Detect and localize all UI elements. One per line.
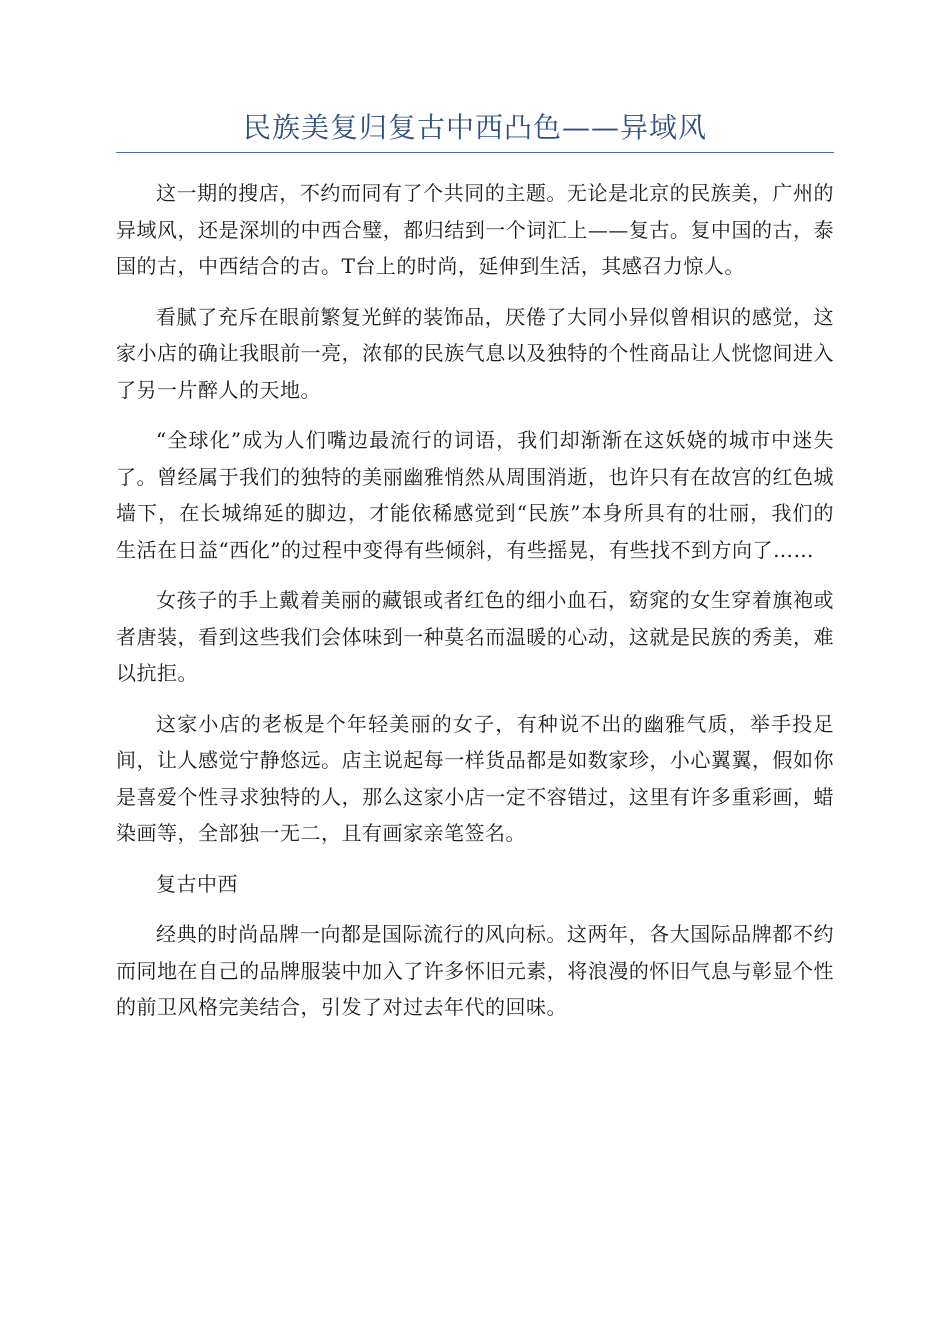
- paragraph-2: 看腻了充斥在眼前繁复光鲜的装饰品，厌倦了大同小异似曾相识的感觉，这家小店的确让我眼前一亮，浓郁的民族气息以及独特的个性商品让人恍惚间进入了另一片醉人的天地。: [116, 304, 834, 402]
- document-page: [116, 108, 834, 1040]
- paragraph-3: “全球化”成为人们嘴边最流行的词语，我们却渐渐在这妖娆的城市中迷失了。曾经属于我们的独特的美丽幽雅悄然从周围消逝，也许只有在故宫的红色城墙下，在长城绵延的脚边，才能依稀感觉到“民族”本身所具有的壮丽，我们的生活在日益“西化”的过程中变得有些倾斜，有些摇晃，有些找不到方向了……: [116, 428, 834, 562]
- paragraph-4: 女孩子的手上戴着美丽的藏银或者红色的细小血石，窈窕的女生穿着旗袍或者唐装，看到这些我们会体味到一种莫名而温暖的心动，这就是民族的秀美，难以抗拒。: [116, 588, 834, 685]
- paragraph-5: 这家小店的老板是个年轻美丽的女子，有种说不出的幽雅气质，举手投足间，让人感觉宁静悠远。店主说起每一样货品都是如数家珍，小心翼翼，假如你是喜爱个性寻求独特的人，那么这家小店一定不容错过，这里有许多重彩画，蜡染画等，全部独一无二，且有画家亲笔签名。: [116, 711, 834, 845]
- paragraph-6: 经典的时尚品牌一向都是国际流行的风向标。这两年，各大国际品牌都不约而同地在自己的品牌服装中加入了许多怀旧元素，将浪漫的怀旧气息与彰显个性的前卫风格完美结合，引发了对过去年代的回味。: [116, 922, 834, 1019]
- paragraph-1: 这一期的搜店，不约而同有了个共同的主题。无论是北京的民族美，广州的异域风，还是深圳的中西合璧，都归结到一个词汇上——复古。复中国的古，泰国的古，中西结合的古。T台上的时尚，延伸到生活，其感召力惊人。: [116, 181, 834, 278]
- document-title: 民族美复归复古中西凸色——异域风: [116, 108, 834, 153]
- section-heading: 复古中西: [156, 871, 238, 896]
